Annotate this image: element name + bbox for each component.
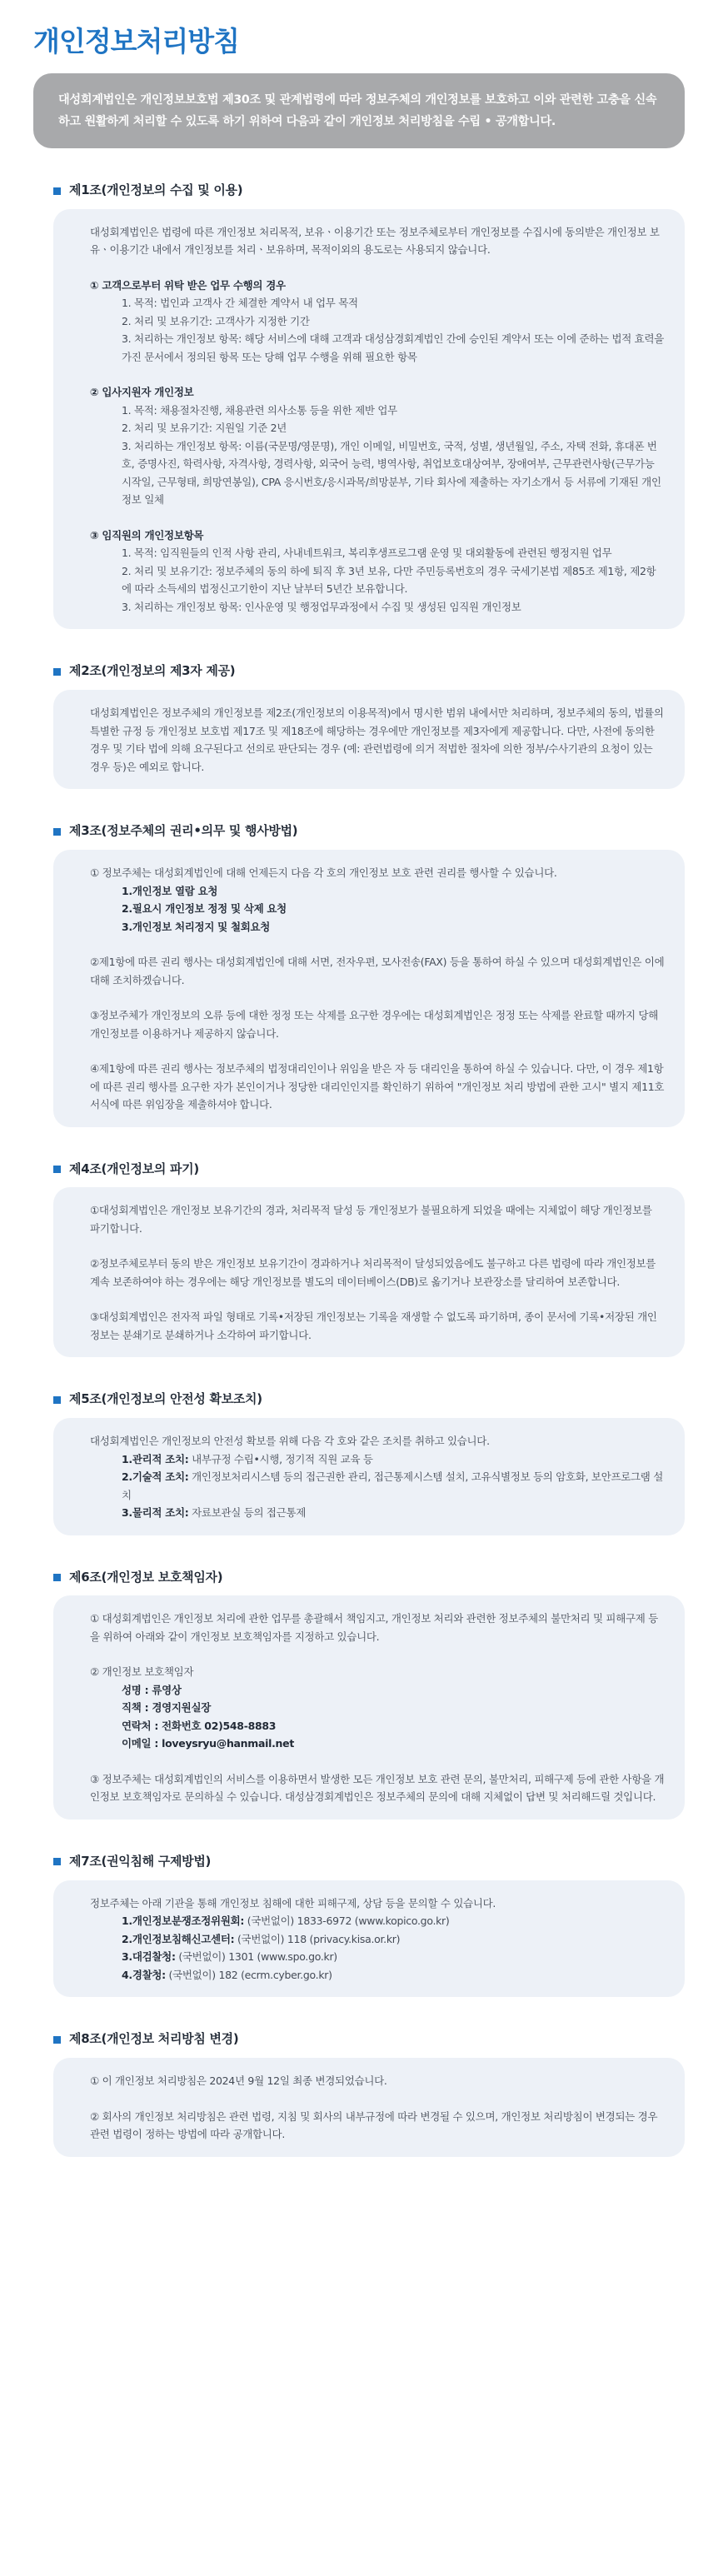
contact-label: 직책 : — [122, 1701, 152, 1715]
list-item: 1.개인정보 열람 요청 — [122, 884, 218, 897]
section-body — [53, 2058, 685, 2157]
list-item: 1. 목적: 채용절차진행, 채용관련 의사소통 등을 위한 제반 업무 — [122, 403, 397, 417]
section-heading — [33, 1389, 685, 1410]
item-text: (국번없이) 1833-6972 (www.kopico.go.kr) — [244, 1915, 450, 1928]
section-title: 제8조(개인정보 처리방침 변경) — [69, 2031, 239, 2047]
contact-value: loveysryu@hanmail.net — [162, 1737, 295, 1750]
square-bullet-icon — [53, 1396, 61, 1404]
list-item: 2. 처리 및 보유기간: 정보주체의 동의 하에 퇴직 후 3년 보유, 다만 주민등록번호의 경우 국세기본법 제85조 제1항, 제2항에 따라 소득세의 법정신고기한이 지난 날부터 5년간 보유합니다. — [122, 564, 656, 596]
section-title: 제4조(개인정보의 파기) — [69, 1161, 199, 1176]
section-3 — [33, 821, 685, 1126]
square-bullet-icon — [53, 1166, 61, 1173]
paragraph: ②제1항에 따른 권리 행사는 대성회계법인에 대해 서면, 전자우편, 모사전송(FAX) 등을 통하여 하실 수 있으며 대성회계법인은 이에 대해 조치하겠습니다. — [90, 956, 665, 986]
list-item — [90, 1450, 665, 1469]
contact-label: 연락처 : — [122, 1719, 162, 1732]
list-item: 3. 처리하는 개인정보 항목: 이름(국문명/영문명), 개인 이메일, 비밀번호, 국적, 성별, 생년월일, 주소, 자택 전화, 휴대폰 번호, 증명사진, 학력사항, 자격사항, 경력사항, 외국어 능력, 병역사항, 취업보호대상여부, 장애여부, 근무관련사항(근무가능 시작일, 근무형태, 희망연봉일), CPA 응시번호/응시과목/희망분부, 기타 회사에 제출하는 자기소개서 등 서류에 기재된 개인정보 일체 — [122, 439, 661, 507]
square-bullet-icon — [53, 1858, 61, 1865]
section-title: 제7조(권익침해 구제방법) — [69, 1853, 212, 1869]
paragraph: ① 대성회계법인은 개인정보 처리에 관한 업무를 총괄해서 책임지고, 개인정보 처리와 관련한 정보주체의 불만처리 및 피해구제 등을 위하여 아래와 같이 개인정보 보호책임자를 지정하고 있습니다. — [90, 1612, 658, 1643]
item-label: 3.물리적 조치: — [122, 1506, 189, 1520]
item-text: 자료보관실 등의 접근통제 — [188, 1506, 307, 1520]
list-item: 1. 목적: 임직원들의 인적 사항 관리, 사내네트워크, 복리후생프로그램 운영 및 대외활동에 관련된 행정지원 업무 — [122, 547, 612, 560]
sub-title: ① 고객으로부터 위탁 받은 업무 수행의 경우 — [90, 278, 286, 292]
section-heading — [33, 1567, 685, 1589]
contact-phone — [90, 1717, 665, 1735]
paragraph: 정보주체는 아래 기관을 통해 개인정보 침해에 대한 피해구제, 상담 등을 문의할 수 있습니다. — [90, 1896, 496, 1910]
section-5 — [33, 1389, 685, 1535]
item-label: 1.관리적 조치: — [122, 1452, 189, 1465]
list-item: 3. 처리하는 개인정보 항목: 인사운영 및 행정업무과정에서 수집 및 생성된 임직원 개인정보 — [122, 600, 521, 613]
section-heading — [33, 1851, 685, 1873]
section-body — [53, 1595, 685, 1820]
section-heading — [33, 661, 685, 682]
section-title: 제6조(개인정보 보호책임자) — [69, 1569, 223, 1585]
square-bullet-icon — [53, 828, 61, 836]
section-body — [53, 690, 685, 789]
section-title: 제3조(정보주체의 권리•의무 및 행사방법) — [69, 823, 298, 839]
list-item — [90, 1966, 665, 1984]
contact-label: 성명 : — [122, 1683, 152, 1696]
section-heading — [33, 1159, 685, 1181]
paragraph: ① 이 개인정보 처리방침은 2024년 9월 12일 최종 변경되었습니다. — [90, 2074, 387, 2087]
section-body — [53, 850, 685, 1127]
paragraph: ③정보주체가 개인정보의 오류 등에 대한 정정 또는 삭제를 요구한 경우에는 대성회계법인은 정정 또는 삭제를 완료할 때까지 당해 개인정보를 이용하거나 제공하지 않습니다. — [90, 1009, 658, 1040]
item-label: 2.개인정보침해신고센터: — [122, 1932, 235, 1945]
item-text: (국번없이) 182 (ecrm.cyber.go.kr) — [165, 1968, 332, 1981]
item-label: 2.기술적 조치: — [122, 1470, 189, 1484]
list-item — [90, 1930, 665, 1949]
square-bullet-icon — [53, 187, 61, 195]
square-bullet-icon — [53, 2036, 61, 2044]
paragraph: ① 정보주체는 대성회계법인에 대해 언제든지 다음 각 호의 개인정보 보호 관련 권리를 행사할 수 있습니다. — [90, 866, 557, 880]
paragraph: 대성회계법인은 정보주체의 개인정보를 제2조(개인정보의 이용목적)에서 명시한 범위 내에서만 처리하며, 정보주체의 동의, 법률의 특별한 규정 등 개인정보 보호법 제17조 및 제18조에 해당하는 경우에만 개인정보를 제3자에게 제공합니다. 다만, 사전에 동의한 경우 및 기타 법에 의해 요구된다고 선의로 판단되는 경우 (예: 관련법령에 의거 적법한 절차에 의한 정부/수사기관의 요청이 있는 경우 등)은 예외로 합니다. — [90, 706, 664, 773]
contact-email — [90, 1735, 665, 1753]
item-label: 3.대검찰청: — [122, 1950, 176, 1964]
section-8 — [33, 2029, 685, 2156]
list-item: 1. 목적: 법인과 고객사 간 체결한 계약서 내 업무 목적 — [122, 297, 358, 310]
contact-value: 경영지원실장 — [152, 1701, 212, 1715]
page-title: 개인정보처리방침 — [33, 25, 240, 57]
section-body — [53, 1418, 685, 1535]
item-text: 개인정보처리시스템 등의 접근권한 관리, 접근통제시스템 설치, 고유식별정보 등의 암호화, 보안프로그램 설치 — [122, 1470, 664, 1501]
section-title: 제5조(개인정보의 안전성 확보조치) — [69, 1391, 262, 1407]
section-7 — [33, 1851, 685, 1997]
contact-name — [90, 1681, 665, 1700]
section-body — [53, 1880, 685, 1998]
section-2 — [33, 661, 685, 789]
paragraph: ④제1항에 따른 권리 행사는 정보주체의 법정대리인이나 위임을 받은 자 등 대리인을 통하여 하실 수 있습니다. 다만, 이 경우 제1항에 따른 권리 행사를 요구한 자가 본인이거나 정당한 대리인인지를 확인하기 위하여 "개인정보 처리 방법에 관한 고시" 별지 제11호 서식에 따른 위임장을 제출하셔야 합니다. — [90, 1062, 665, 1111]
list-item — [90, 1468, 665, 1504]
section-heading — [33, 180, 685, 202]
item-text: (국번없이) 118 (privacy.kisa.or.kr) — [234, 1932, 401, 1945]
list-item: 3. 처리하는 개인정보 항목: 해당 서비스에 대해 고객과 대성삼경회계법인 간에 승인된 계약서 또는 이에 준하는 법적 효력을 가진 문서에서 정의된 항목 또는 당해 업무 수행을 위해 필요한 항목 — [122, 332, 664, 363]
section-body — [53, 1187, 685, 1357]
sub-title: ③ 임직원의 개인정보항목 — [90, 528, 204, 542]
paragraph: ② 회사의 개인정보 처리방침은 관련 법령, 지침 및 회사의 내부규정에 따라 변경될 수 있으며, 개인정보 처리방침이 변경되는 경우 관련 법령이 정하는 방법에 따라 공개합니다. — [90, 2109, 658, 2140]
square-bullet-icon — [53, 668, 61, 676]
item-label: 1.개인정보분쟁조정위원회: — [122, 1915, 245, 1928]
list-item: 2. 처리 및 보유기간: 지원일 기준 2년 — [122, 422, 287, 435]
section-title: 제1조(개인정보의 수집 및 이용) — [69, 182, 243, 198]
sub-title: ② 입사지원자 개인정보 — [90, 386, 194, 399]
paragraph: ②정보주체로부터 동의 받은 개인정보 보유기간이 경과하거나 처리목적이 달성되었음에도 불구하고 다른 법령에 따라 개인정보를 계속 보존하여야 하는 경우에는 해당 개인정보를 별도의 데이터베이스(DB)로 옮기거나 보관장소를 달리하여 보존합니다. — [90, 1257, 656, 1288]
contact-value: 류영상 — [152, 1683, 182, 1696]
section-title: 제2조(개인정보의 제3자 제공) — [69, 663, 236, 679]
list-item — [90, 1948, 665, 1966]
item-text: (국번없이) 1301 (www.spo.go.kr) — [175, 1950, 337, 1964]
paragraph: 대성회계법인은 법령에 따른 개인정보 처리목적, 보유ㆍ이용기간 또는 정보주체로부터 개인정보를 수집시에 동의받은 개인정보 보유ㆍ이용기간 내에서 개인정보를 처리ㆍ보유하며, 목적이외의 용도로는 사용되지 않습니다. — [90, 225, 660, 257]
section-4 — [33, 1159, 685, 1358]
list-item — [90, 1504, 665, 1522]
paragraph: ③ 정보주체는 대성회계법인의 서비스를 이용하면서 발생한 모든 개인정보 보호 관련 문의, 불만처리, 피해구제 등에 관한 사항을 개인정보 보호책임자로 문의하실 수 있습니다. 대성삼경회계법인은 정보주체의 문의에 대해 지체없이 답변 및 처리해드릴 것입니다. — [90, 1772, 665, 1804]
paragraph: ② 개인정보 보호책임자 — [90, 1665, 194, 1679]
contact-title — [90, 1699, 665, 1717]
contact-value: 전화번호 02)548-8883 — [162, 1719, 277, 1732]
intro-banner: 대성회계법인은 개인정보보호법 제30조 및 관계법령에 따라 정보주체의 개인정보를 보호하고 이와 관련한 고충을 신속하고 원활하게 처리할 수 있도록 하기 위하여 다음과 같이 개인정보 처리방침을 수립 • 공개합니다. — [33, 73, 685, 149]
paragraph: 대성회계법인은 개인정보의 안전성 확보를 위해 다음 각 호와 같은 조치를 취하고 있습니다. — [90, 1435, 490, 1448]
section-1 — [33, 180, 685, 629]
list-item — [90, 1912, 665, 1930]
section-6 — [33, 1567, 685, 1820]
paragraph: ③대성회계법인은 전자적 파일 형태로 기록•저장된 개인정보는 기록을 재생할 수 없도록 파기하며, 종이 문서에 기록•저장된 개인정보는 분쇄기로 분쇄하거나 소각하여 파기합니다. — [90, 1310, 657, 1341]
section-heading — [33, 821, 685, 842]
list-item: 2. 처리 및 보유기간: 고객사가 지정한 기간 — [122, 314, 310, 327]
item-label: 4.경찰청: — [122, 1968, 166, 1981]
section-heading — [33, 2029, 685, 2050]
item-text: 내부규정 수립•시행, 정기적 직원 교육 등 — [188, 1452, 373, 1465]
section-body — [53, 209, 685, 630]
paragraph: ①대성회계법인은 개인정보 보유기간의 경과, 처리목적 달성 등 개인정보가 불필요하게 되었을 때에는 지체없이 해당 개인정보를 파기합니다. — [90, 1204, 652, 1235]
square-bullet-icon — [53, 1574, 61, 1581]
contact-label: 이메일 : — [122, 1737, 162, 1750]
list-item: 3.개인정보 처리정지 및 철회요청 — [122, 920, 271, 933]
list-item: 2.필요시 개인정보 정정 및 삭제 요청 — [122, 902, 287, 916]
